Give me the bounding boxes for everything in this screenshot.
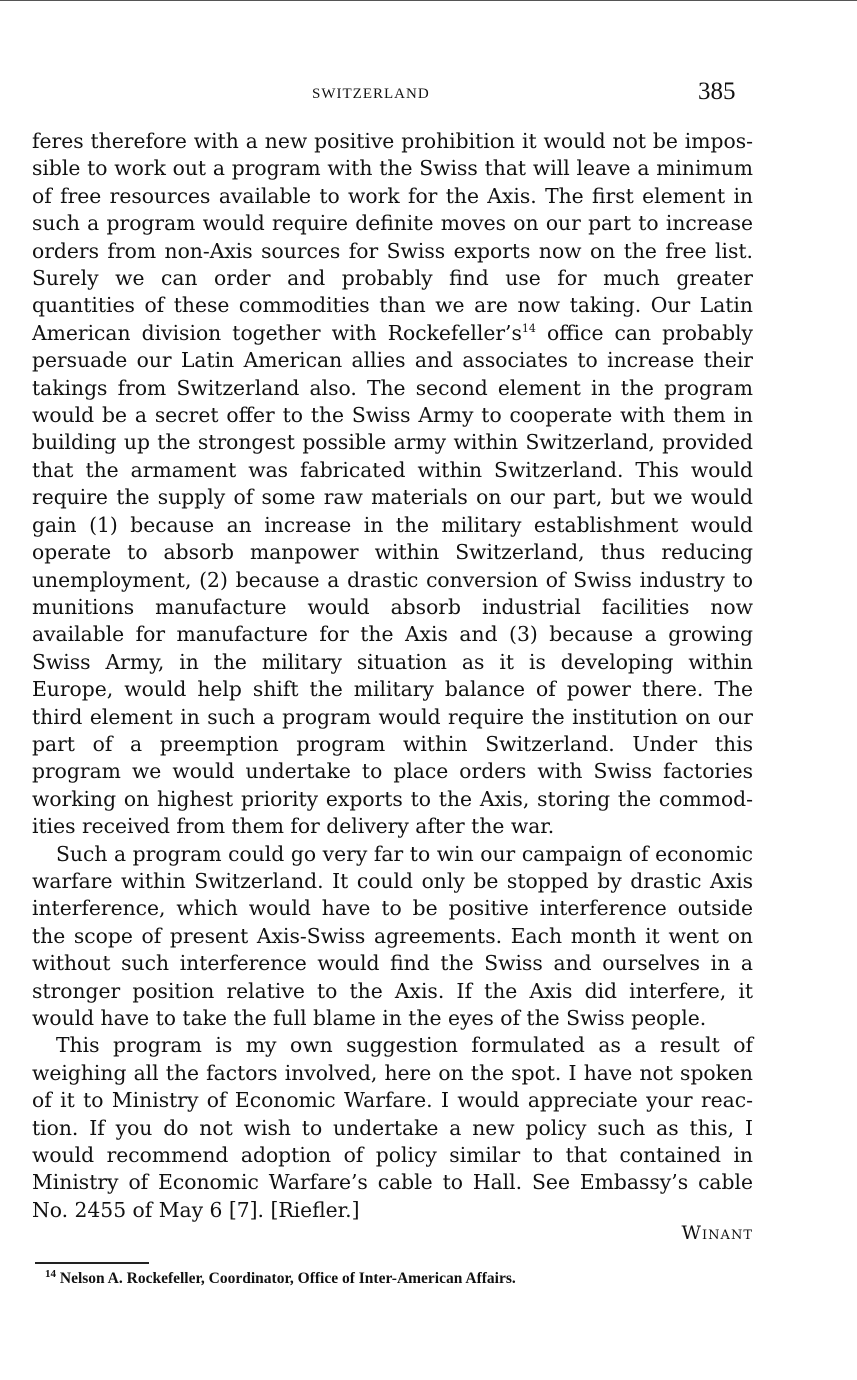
paragraph-1 [32, 128, 753, 841]
paragraph-1-part-1: feres therefore with a new positive prohibition it would not be impossible to work out a program with the Swiss that will leave a minimum of free resources available to work for the Axis. The first element in such a program would require definite moves on our part to increase orders from non-Axis sources for Swiss exports now on the free list. Surely we can order and probably find use for much greater quantities of these commodities than we are now taking. Our Latin American division together with Rockefeller’s [32, 129, 753, 345]
footnote-number: 14 [45, 1267, 56, 1280]
footnote-text: Nelson A. Rockefeller, Coordinator, Office of Inter-American Affairs. [56, 1270, 516, 1287]
running-head [0, 78, 857, 108]
page-number: 385 [698, 78, 736, 105]
footnote-reference: 14 [521, 322, 536, 336]
top-border-rule [0, 0, 857, 1]
paragraph-1-part-2: office can probably persuade our Latin American allies and associates to increase their takings from Switzerland also. The second element in the program would be a secret offer to the Swiss Army to cooperate with them in building up the strongest possible army within Switzerland, provided that the armament was fabricated within Switzerland. This would require the supply of some raw materials on our part, but we would gain (1) because an increase in the military establishment would operate to absorb manpower within Switzerland, thus reducing unemployment, (2) because a drastic conversion of Swiss industry to munitions manufacture would absorb industrial facilities now available for manufacture for the Axis and (3) because a growing Swiss Army, in the military situation as it is developing within Europe, would help shift the military balance of power there. The third element in such a program would require the institution on our part of a preemption program within Switzerland. Under this program we would undertake to place orders with Swiss factories working on highest priority exports to the Axis, storing the commodities received from them for delivery after the war. [32, 320, 753, 839]
running-title: SWITZERLAND [312, 86, 430, 102]
signature: Winant [681, 1222, 753, 1244]
footnote [45, 1267, 765, 1288]
paragraph-2: Such a program could go very far to win our campaign of economic warfare within Switzerland. It could only be stopped by drastic Axis interference, which would have to be positive interference outside the scope of present Axis-Swiss agreements. Each month it went on without such interference would find the Swiss and ourselves in a stronger position relative to the Axis. If the Axis did interfere, it would have to take the full blame in the eyes of the Swiss people. [32, 841, 753, 1030]
footnote-rule [35, 1262, 149, 1264]
paragraph-3: This program is my own suggestion formulated as a result of weighing all the factors involved, here on the spot. I have not spoken of it to Ministry of Economic Warfare. I would appreciate your reaction. If you do not wish to undertake a new policy such as this, I would recommend adoption of policy similar to that contained in Ministry of Economic Warfare’s cable to Hall. See Embassy’s cable No. 2455 of May 6 [7]. [Riefler.] [32, 1033, 753, 1222]
body-text [32, 128, 753, 1224]
